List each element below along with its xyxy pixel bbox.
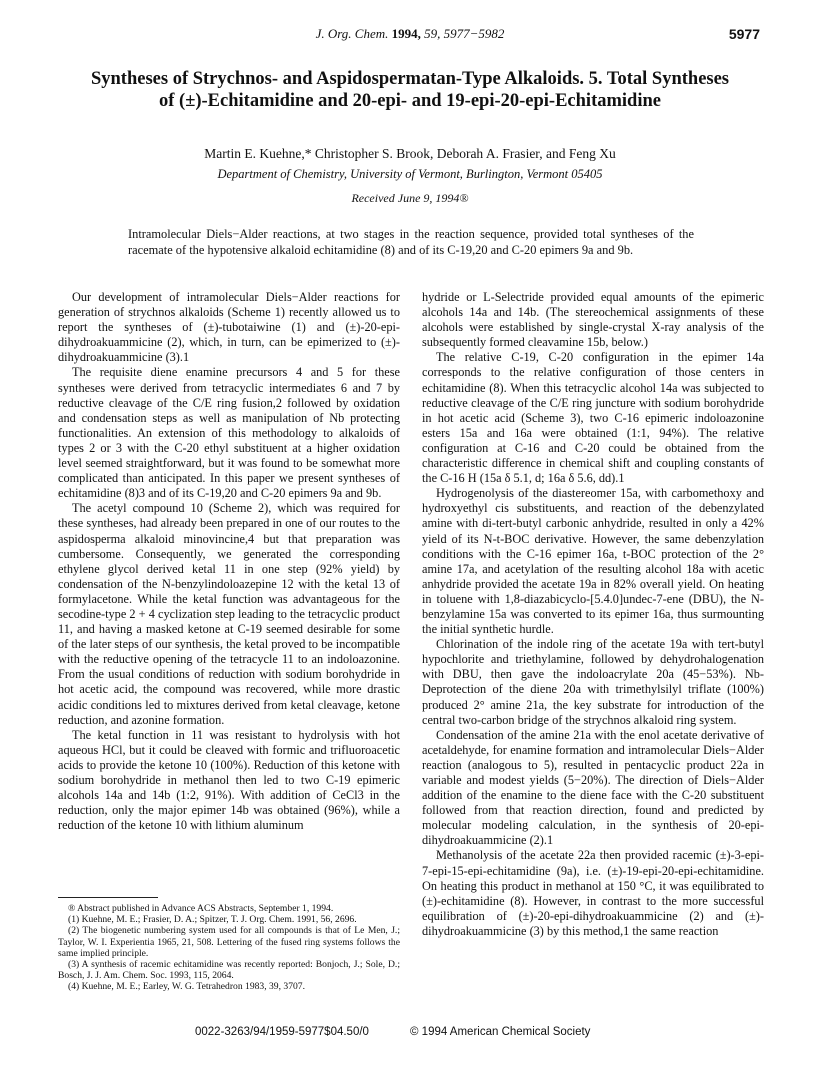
body-column-right (422, 290, 764, 939)
footnotes (58, 903, 400, 993)
author-list: Martin E. Kuehne,* Christopher S. Brook, Deborah A. Frasier, and Feng Xu (204, 146, 616, 161)
running-header (0, 26, 820, 46)
paragraph: The relative C-19, C-20 configuration in the epimer 14a corresponds to the relative configuration of those centers in echitamidine (8). When this tetracyclic alcohol 14a was subjected to reductive cleavage of the C/E ring juncture with sodium borohydride in hot acetic acid (Scheme 3), two C-16 epimeric indoloazonine esters 15a and 16a were obtained (1:1, 94%). The relative configuration at C-16 and C-20 could be obtained from the characteristic difference in chemical shift and coupling constants of the C-16 H (15a δ 5.1, d; 16a δ 5.6, dd).1 (422, 350, 764, 486)
article-code: 0022-3263/94/1959-5977$04.50/0 (195, 1026, 369, 1038)
paragraph: Hydrogenolysis of the diastereomer 15a, with carbomethoxy and hydroxyethyl cis substituents, and reaction of the debenzylated amine with di-tert-butyl carbonic anhydride, resulted in only a 42% yield of its N-t-BOC derivative. However, the same debenzylation conditions with the C-16 epimer 16a, t-BOC protection of the 2° amine 17a, and acetylation of the resulting alcohol 18a with acetic anhydride provided the acetate 19a in 82% overall yield. On heating in toluene with 1,8-diazabicyclo-[5.4.0]undec-7-ene (DBU), the N-benzylamine 15a was converted to its epimer 16a, thus surmounting the initial synthetic hurdle. (422, 486, 764, 637)
journal-volume-pages: 59, 5977−5982 (424, 26, 505, 41)
abstract: Intramolecular Diels−Alder reactions, at two stages in the reaction sequence, provided total syntheses of the racemate of the hypotensive alkaloid echitamidine (8) and of its C-19,20 and C-20 epimers 9a and 9b. (128, 227, 694, 257)
footnote: (1) Kuehne, M. E.; Frasier, D. A.; Spitzer, T. J. Org. Chem. 1991, 56, 2696. (68, 914, 357, 926)
paragraph: Condensation of the amine 21a with the enol acetate derivative of acetaldehyde, for enamine formation and intramolecular Diels−Alder reaction (analogous to 5), resulted in pentacyclic product 22a in variable and modest yields (5−20%). The direction of Diels−Alder addition of the enamine to the diene face with the C-20 substituent followed from that reaction direction, found and predicted by molecular modeling calculation, in the synthesis of 20-epi-dihydroakuammicine (2).1 (422, 727, 764, 848)
received-date: Received June 9, 1994® (351, 191, 469, 205)
footnote-divider (58, 897, 158, 898)
page-number: 5977 (728, 26, 760, 42)
footnote: (4) Kuehne, M. E.; Earley, W. G. Tetrahedron 1983, 39, 3707. (68, 981, 305, 993)
page-footer (0, 1026, 820, 1042)
paragraph: The ketal function in 11 was resistant to hydrolysis with hot aqueous HCl, but it could be cleaved with formic and trifluoroacetic acids to provide the ketone 10 (100%). Reduction of this ketone with sodium borohydride in methanol then led to two C-19 epimeric alcohols 14a and 14b (1:2, 91%). With addition of CeCl3 in the reduction, only the major epimer 14b was obtained (96%), while a reduction of the ketone 10 with lithium aluminum (58, 727, 400, 833)
journal-citation (0, 26, 820, 42)
paragraph: Chlorination of the indole ring of the acetate 19a with tert-butyl hypochlorite and triethylamine, followed by dehydrohalogenation with DBU, then gave the indoloacrylate 20a (45−53%). Nb-Deprotection of the diene 20a with trimethylsilyl triflate (100%) produced 2° amine 21a, the key substrate for introduction of the central two-carbon bridge of the strychnos alkaloid ring system. (422, 637, 764, 727)
article-title: Syntheses of Strychnos- and Aspidospermatan-Type Alkaloids. 5. Total Syntheses of (±)-Echitamidine and 20-epi- and 19-epi-20-epi-Echitamidine (90, 69, 730, 111)
footnote: ® Abstract published in Advance ACS Abstracts, September 1, 1994. (68, 903, 334, 914)
affiliation: Department of Chemistry, University of Vermont, Burlington, Vermont 05405 (217, 167, 603, 181)
body-column-left (58, 290, 400, 833)
copyright-notice: © 1994 American Chemical Society (410, 1026, 591, 1038)
footnote: (3) A synthesis of racemic echitamidine was recently reported: Bonjoch, J.; Sole, D.; Bosch, J. J. Am. Chem. Soc. 1993, 115, 2064. (58, 959, 400, 982)
paragraph: Our development of intramolecular Diels−Alder reactions for generation of strychnos alkaloids (Scheme 1) recently allowed us to report the syntheses of (±)-tubotaiwine (1) and (±)-20-epi-dihydroakuammicine (2), which, in turn, can be epimerized to (±)-dihydroakuammicine (3).1 (58, 290, 400, 365)
footnote: (2) The biogenetic numbering system used for all compounds is that of Le Men, J.; Taylor, W. I. Experientia 1965, 21, 508. Lettering of the fused ring systems follows the same implied principle. (58, 925, 400, 959)
paragraph: hydride or L-Selectride provided equal amounts of the epimeric alcohols 14a and 14b. (The stereochemical assignments of these alcohols were established by single-crystal X-ray analysis of the subsequently formed cleavamine 15b, below.) (422, 290, 764, 350)
journal-year: 1994, (391, 26, 421, 41)
paragraph: Methanolysis of the acetate 22a then provided racemic (±)-3-epi-7-epi-15-epi-echitamidine (9a), i.e. (±)-19-epi-20-epi-echitamidine. On heating this product in methanol at 150 °C, it was equilibrated to (±)-echitamidine (8). However, in contrast to the more successful equilibration of (±)-20-epi-dihydroakuammicine (2) and (±)-dihydroakuammicine (3) by this method,1 the same reaction (422, 848, 764, 938)
journal-name: J. Org. Chem. (315, 26, 389, 41)
paragraph: The acetyl compound 10 (Scheme 2), which was required for these syntheses, had already been prepared in one of our routes to the aspidosperma alkaloid minovincine,4 but that preparation was cumbersome. Consequently, we generated the corresponding ethylene glycol derived ketal 11 in one step (92% yield) by condensation of the N-benzylindoloazepine 12 with the ketal 13 of formylacetone. While the ketal function was advantageous for the secodine-type 2 + 4 cyclization step leading to the tetracyclic product 11, and having a masked ketone at C-19 seemed desirable for some of the later steps of our synthesis, the ketal proved to be incompatible with the reductive opening of the tetracycle 11 to an indoloazonine. From the usual conditions of reduction with sodium borohydride in hot acetic acid, the compound was recovered, while more drastic acidic conditions led to mixtures derived from ketal cleavage, ketone reduction, and azonine formation. (58, 501, 400, 727)
paragraph: The requisite diene enamine precursors 4 and 5 for these syntheses were derived from tetracyclic intermediates 6 and 7 by reductive cleavage of the C/E ring fusion,2 followed by oxidation and condensation steps as well as manipulation of Nb protecting functionalities. An extension of this methodology to alkaloids of types 2 or 3 with the C-20 ethyl substituent at a higher oxidation level seemed straightforward, but it was found to be somewhat more complicated than anticipated. In this paper we present syntheses of echitamidine (8)3 and of its C-19,20 and C-20 epimers 9a and 9b. (58, 365, 400, 501)
